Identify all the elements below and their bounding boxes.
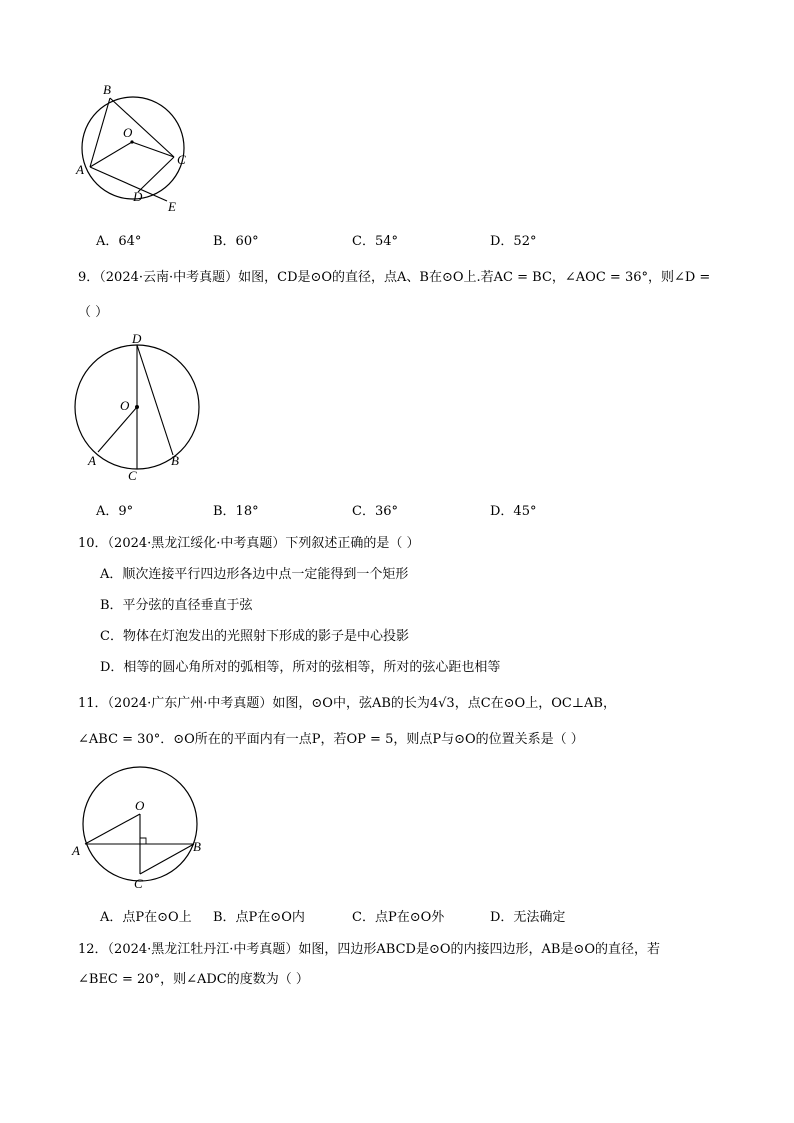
- q12-stem-line2: ∠BEC = 20°，则∠ADC的度数为（ ）: [78, 972, 309, 987]
- q8-line-bc: [110, 98, 174, 157]
- q10-option-b: B．平分弦的直径垂直于弦: [100, 598, 253, 613]
- q11-label-c: C: [134, 876, 143, 891]
- q11-stem-line2: ∠ABC = 30°．⊙O所在的平面内有一点P，若OP = 5，则点P与⊙O的位置关系是（ ）: [78, 732, 584, 747]
- q8-option-b: B．60°: [213, 234, 259, 249]
- q8-center-dot: [130, 140, 133, 143]
- q11-option-c: C．点P在⊙O外: [352, 910, 445, 925]
- q8-label-o: O: [123, 125, 133, 140]
- q9-line-oa: [98, 407, 137, 452]
- q8-label-e: E: [168, 199, 176, 214]
- q9-option-d: D．45°: [490, 504, 537, 519]
- q10-stem: 10．（2024·黑龙江绥化·中考真题）下列叙述正确的是（ ）: [78, 536, 420, 551]
- q10-option-c: C．物体在灯泡发出的光照射下形成的影子是中心投影: [100, 629, 409, 644]
- q9-label-d: D: [132, 331, 142, 346]
- q8-label-c: C: [177, 152, 186, 167]
- q9-center-dot: [135, 405, 139, 409]
- q11-option-d: D．无法确定: [490, 910, 566, 925]
- q10-option-d: D．相等的圆心角所对的弧相等，所对的弦相等，所对的弦心距也相等: [100, 660, 501, 675]
- q12-stem-line1: 12．（2024·黑龙江牡丹江·中考真题）如图，四边形ABCD是⊙O的内接四边形，AB是⊙O的直径，若: [78, 942, 660, 957]
- q8-line-ade: [90, 167, 167, 201]
- q9-option-a: A．9°: [96, 504, 134, 519]
- q8-label-b: B: [103, 82, 111, 97]
- q9-label-o: O: [120, 398, 130, 413]
- q11-stem-line1: 11．（2024·广东广州·中考真题）如图，⊙O中，弦AB的长为4√3，点C在⊙O上，OC⊥AB，: [78, 696, 616, 711]
- q11-right-angle-mark: [140, 838, 146, 844]
- q8-line-oc: [132, 142, 174, 157]
- q11-line-oa: [85, 814, 140, 844]
- q8-line-cde: [138, 157, 174, 192]
- q11-figure: [70, 758, 215, 893]
- q11-label-o: O: [135, 798, 145, 813]
- q11-label-b: B: [193, 839, 201, 854]
- q8-label-a: A: [76, 162, 84, 177]
- q8-option-c: C．54°: [352, 234, 398, 249]
- q11-line-cb: [140, 844, 194, 874]
- q8-circle: [82, 97, 184, 199]
- q11-label-a: A: [72, 843, 80, 858]
- q9-figure: [70, 330, 220, 485]
- q8-label-d: D: [133, 189, 143, 204]
- q9-label-b: B: [171, 453, 179, 468]
- q8-option-d: D．52°: [490, 234, 537, 249]
- q8-option-a: A．64°: [96, 234, 142, 249]
- q9-label-a: A: [88, 453, 96, 468]
- q9-option-b: B．18°: [213, 504, 259, 519]
- q11-option-b: B．点P在⊙O内: [213, 910, 305, 925]
- q10-option-a: A．顺次连接平行四边形各边中点一定能得到一个矩形: [100, 567, 409, 582]
- q8-figure: [70, 80, 200, 215]
- q9-stem-line1: 9．（2024·云南·中考真题）如图，CD是⊙O的直径，点A、B在⊙O上.若AC = BC，∠AOC = 36°，则∠D =: [78, 270, 711, 285]
- q9-line-db: [137, 345, 173, 455]
- q9-label-c: C: [128, 468, 137, 483]
- q11-option-a: A．点P在⊙O上: [100, 910, 192, 925]
- q9-option-c: C．36°: [352, 504, 398, 519]
- q9-stem-line2: （ ）: [78, 305, 109, 320]
